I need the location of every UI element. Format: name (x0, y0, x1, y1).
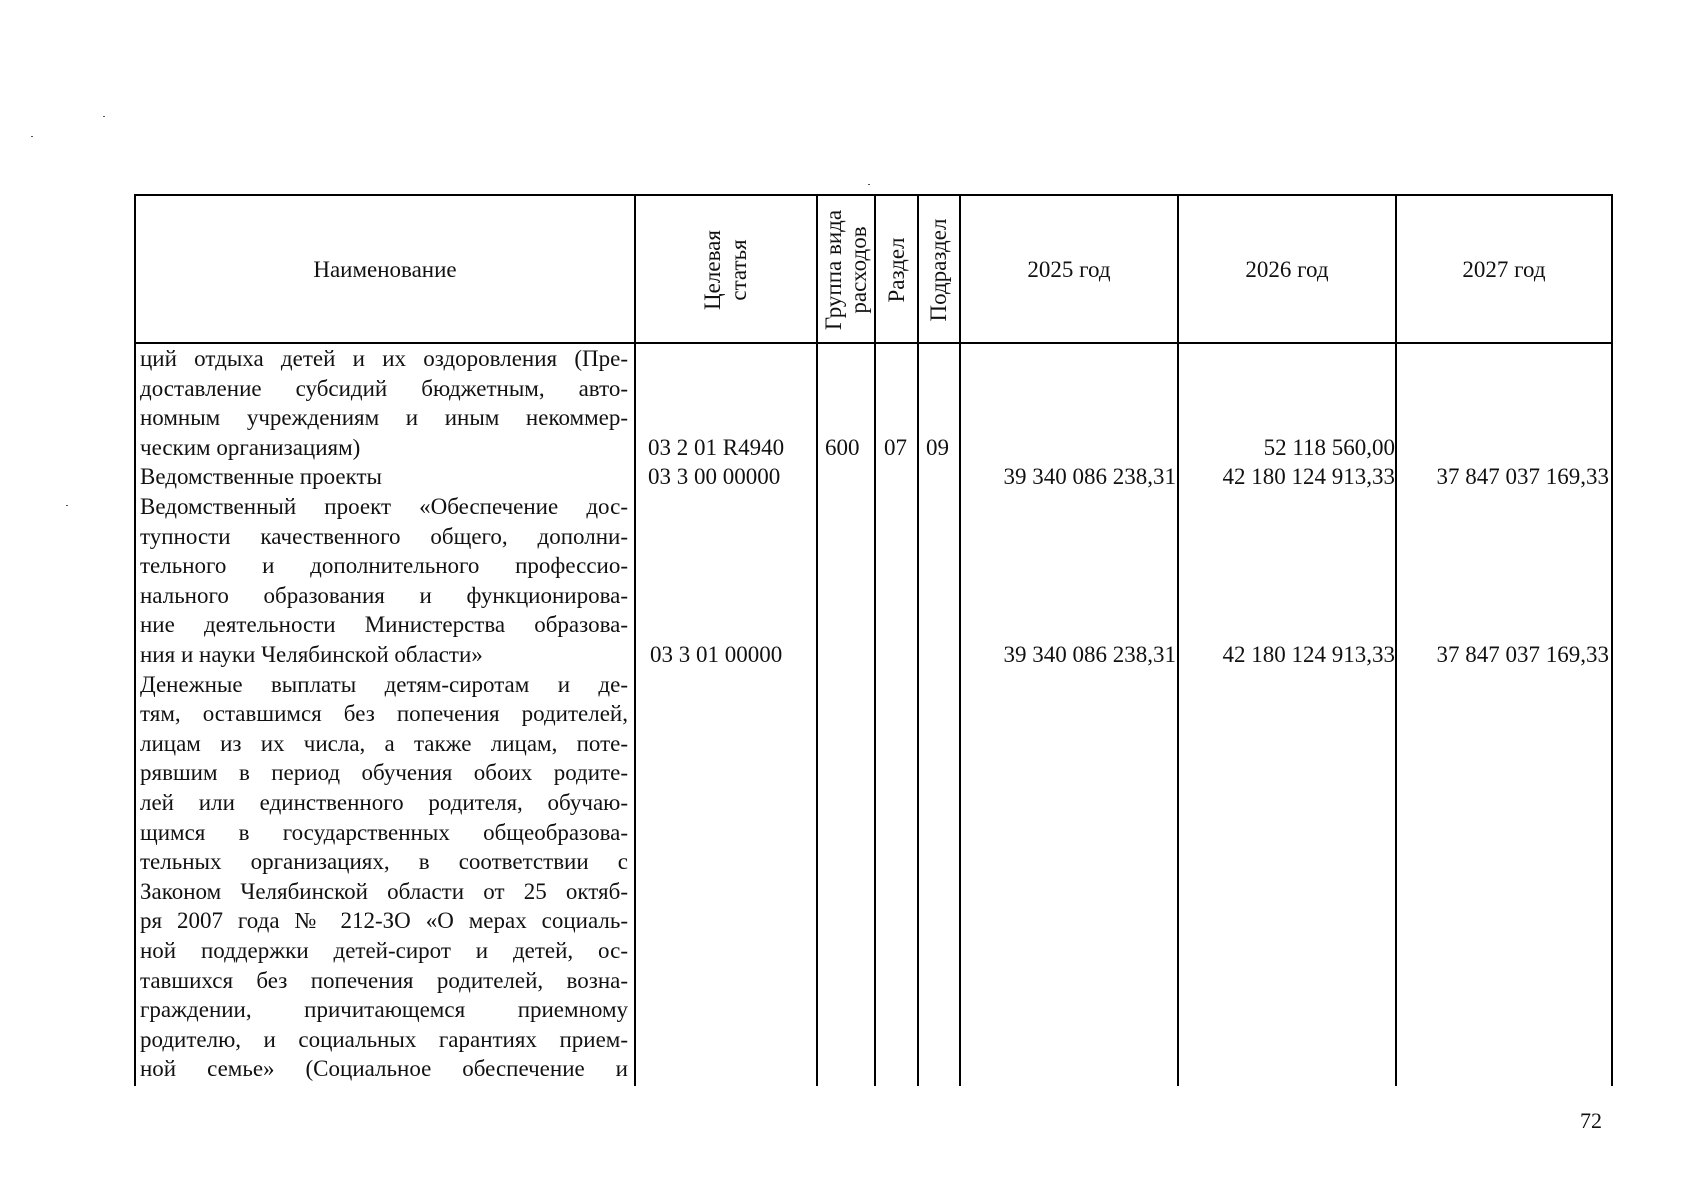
header-expense-group: Группа вида расходов (821, 209, 871, 330)
row-3-line: ной поддержки детей-сирот и детей, ос- (140, 937, 628, 963)
header-2026: 2026 год (1245, 257, 1329, 282)
row-2-line: нального образования и функционирова- (140, 582, 628, 608)
row-2-2025: 39 340 086 238,31 (1003, 642, 1176, 667)
row-3-line: граждении, причитающемся приемному (140, 997, 628, 1023)
row-3-line: тям, оставшимся без попечения родителей, (140, 701, 628, 727)
row-0-code: 03 2 01 R4940 (648, 434, 785, 460)
header-expense-group-cell (818, 196, 874, 343)
row-0-subsection: 09 (926, 434, 949, 460)
row-3-line: ной семье» (Социальное обеспечение и (140, 1056, 628, 1082)
header-subsection: Подраздел (926, 218, 951, 321)
page-number: 72 (1580, 1108, 1602, 1133)
row-3-line: лицам из их числа, а также лицам, поте- (140, 730, 628, 756)
header-section: Раздел (883, 236, 909, 303)
row-2-line: тельного и дополнительного профессио- (140, 553, 628, 579)
row-1-2027: 37 847 037 169,33 (1436, 464, 1609, 490)
header-subsection-cell (919, 196, 959, 343)
row-0-group: 600 (825, 434, 860, 460)
scan-speck (103, 116, 105, 117)
row-name-3 (140, 670, 628, 1084)
row-3-line: рявшим в период обучения обоих родите- (140, 760, 628, 786)
col-border-right (1611, 194, 1613, 1086)
row-3-line: лей или единственного родителя, обучаю- (140, 789, 628, 815)
row-3-line: родителю, и социальных гарантиях прием- (140, 1026, 628, 1052)
row-3-line: Законом Челябинской области от 25 октяб- (140, 878, 628, 904)
row-name-0 (140, 344, 628, 462)
row-0-line: номным учреждениям и иным некоммер- (140, 405, 628, 431)
row-3-line: тавшихся без попечения родителей, возна- (140, 967, 628, 993)
header-2025: 2025 год (1027, 257, 1111, 282)
header-name: Наименование (313, 257, 457, 282)
header-2027: 2027 год (1462, 257, 1546, 282)
row-name-2 (140, 492, 628, 670)
scan-speck (31, 136, 33, 137)
budget-table (134, 194, 1613, 1086)
scan-speck (868, 184, 870, 185)
row-0-2026: 52 118 560,00 (1263, 434, 1395, 460)
row-0-line: ческим организациям) (140, 434, 361, 460)
header-section-cell (876, 196, 917, 343)
row-2-2026: 42 180 124 913,33 (1222, 642, 1395, 667)
row-2-code: 03 3 01 00000 (650, 642, 783, 667)
scan-speck (66, 505, 68, 506)
row-1-line: Ведомственные проекты (140, 464, 382, 490)
row-2-line: ния и науки Челябинской области» (140, 641, 483, 667)
row-1-2026: 42 180 124 913,33 (1222, 464, 1395, 490)
row-1-code: 03 3 00 00000 (648, 464, 781, 490)
row-2-2027: 37 847 037 169,33 (1436, 642, 1609, 667)
header-target-article: Целевая статья (700, 229, 751, 310)
row-3-line: ря 2007 года № 212-ЗО «О мерах социаль- (140, 908, 628, 934)
row-2-line: тупности качественного общего, дополни- (140, 523, 628, 549)
row-2-line: Ведомственный проект «Обеспечение дос- (140, 494, 628, 519)
row-2-line: ние деятельности Министерства образова- (140, 612, 628, 638)
row-3-line: щимся в государственных общеобразова- (140, 819, 628, 845)
header-target-article-cell (636, 196, 816, 343)
row-0-line: доставление субсидий бюджетным, авто- (140, 375, 628, 401)
row-0-section: 07 (884, 434, 907, 460)
row-0-line: ций отдыха детей и их оздоровления (Пре- (140, 346, 628, 371)
row-3-line: тельных организациях, в соответствии с (140, 849, 628, 875)
row-1-2025: 39 340 086 238,31 (1003, 464, 1176, 490)
row-3-line: Денежные выплаты детям-сиротам и де- (140, 671, 628, 697)
row-name-1 (140, 462, 628, 492)
